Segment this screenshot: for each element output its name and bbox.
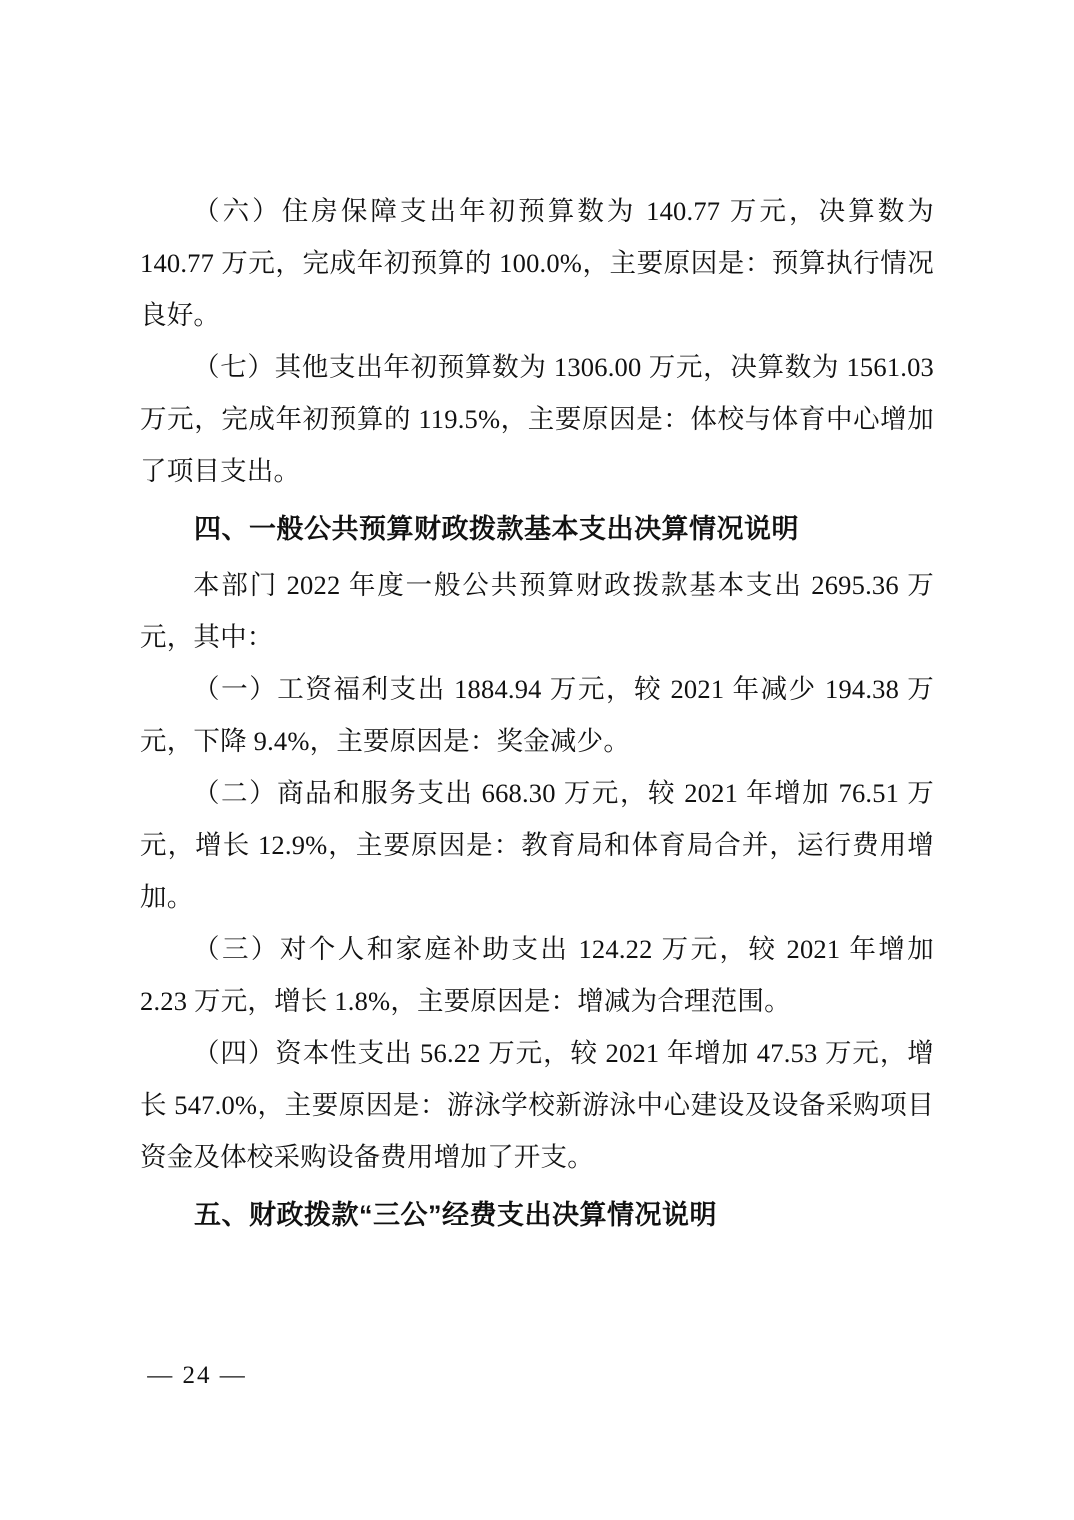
paragraph-item-four: （四）资本性支出 56.22 万元，较 2021 年增加 47.53 万元，增长 547.0%，主要原因是：游泳学校新游泳中心建设及设备采购项目资金及体校采购设备费用增加了开支。: [140, 1038, 934, 1172]
page-footer: [0, 1362, 1074, 1390]
paragraph-item-three: （三）对个人和家庭补助支出 124.22 万元，较 2021 年增加 2.23 万元，增长 1.8%，主要原因是：增减为合理范围。: [140, 934, 934, 1016]
paragraph-seven: （七）其他支出年初预算数为 1306.00 万元，决算数为 1561.03 万元，完成年初预算的 119.5%，主要原因是：体校与体育中心增加了项目支出。: [140, 352, 934, 486]
paragraph-six: （六）住房保障支出年初预算数为 140.77 万元，决算数为 140.77 万元，完成年初预算的 100.0%，主要原因是：预算执行情况良好。: [140, 196, 934, 330]
section-heading-five: 五、财政拨款“三公”经费支出决算情况说明: [194, 1200, 717, 1230]
page-number: — 24 —: [147, 1362, 247, 1389]
paragraph-item-one: （一）工资福利支出 1884.94 万元，较 2021 年减少 194.38 万元，下降 9.4%，主要原因是：奖金减少。: [140, 674, 934, 756]
paragraph-item-two: （二）商品和服务支出 668.30 万元，较 2021 年增加 76.51 万元，增长 12.9%，主要原因是：教育局和体育局合并，运行费用增加。: [140, 778, 934, 912]
section-heading-four: 四、一般公共预算财政拨款基本支出决算情况说明: [194, 514, 799, 544]
paragraph-basic-expenditure-intro: 本部门 2022 年度一般公共预算财政拨款基本支出 2695.36 万元，其中：: [140, 570, 934, 652]
